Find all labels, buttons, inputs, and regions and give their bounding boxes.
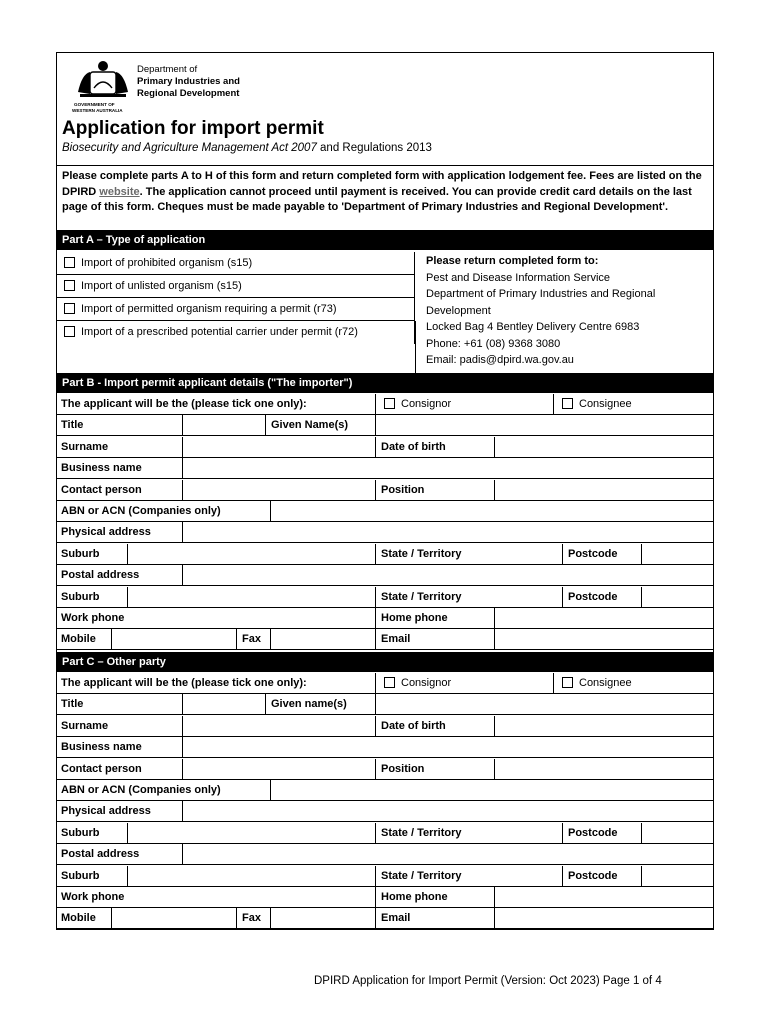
postcode-label: Postcode: [563, 544, 642, 565]
physical-address-input[interactable]: [183, 522, 714, 543]
home-phone-label: Home phone: [376, 608, 495, 629]
postcode-input[interactable]: [642, 544, 714, 565]
business-name-label: Business name: [56, 458, 183, 479]
abn-label: ABN or ACN (Companies only): [56, 501, 271, 522]
surname-label: Surname: [56, 716, 183, 737]
postal-suburb-input[interactable]: [128, 866, 376, 887]
mobile-label: Mobile: [56, 629, 112, 650]
surname-label: Surname: [56, 437, 183, 458]
logo-caption-line1: GOVERNMENT OF: [74, 102, 115, 107]
physical-address-label: Physical address: [56, 801, 183, 822]
tick-instruction: The applicant will be the (please tick one only):: [56, 673, 376, 694]
contact-person-input[interactable]: [183, 759, 376, 780]
checkbox[interactable]: [64, 257, 75, 268]
checkbox[interactable]: [64, 326, 75, 337]
contact-person-label: Contact person: [56, 759, 183, 780]
option-prescribed-carrier[interactable]: Import of a prescribed potential carrier under permit (r72): [56, 321, 415, 344]
option-permitted-organism[interactable]: Import of permitted organism requiring a permit (r73): [56, 298, 415, 321]
dob-label: Date of birth: [376, 437, 495, 458]
surname-input[interactable]: [183, 437, 376, 458]
fax-label: Fax: [237, 908, 271, 929]
abn-input[interactable]: [271, 501, 714, 522]
part-c-heading: Part C – Other party: [56, 652, 714, 672]
email-label: Email: [376, 908, 495, 929]
consignee-option[interactable]: Consignee: [554, 394, 714, 415]
mobile-input[interactable]: [112, 629, 237, 650]
surname-input[interactable]: [183, 716, 376, 737]
consignor-option[interactable]: Consignor: [376, 394, 554, 415]
position-label: Position: [376, 480, 495, 501]
checkbox[interactable]: [562, 677, 573, 688]
checkbox[interactable]: [384, 677, 395, 688]
postal-address-input[interactable]: [183, 565, 714, 586]
page-title: Application for import permit: [62, 118, 324, 139]
work-phone-label: Work phone: [56, 608, 376, 629]
email-input[interactable]: [495, 629, 714, 650]
intro-instructions: Please complete parts A to H of this form and return completed form with application lodgement fee. Fees are listed on the DPIRD website. The application cannot proceed until payment is received. You can provide credit card details on the last page of this form. Cheques must be made payable to 'Department of Primary Industries and Regional Development'.: [62, 170, 702, 213]
position-label: Position: [376, 759, 495, 780]
postal-postcode-input[interactable]: [642, 587, 714, 608]
work-phone-label: Work phone: [56, 887, 376, 908]
mobile-input[interactable]: [112, 908, 237, 929]
postal-address-label: Postal address: [56, 565, 183, 586]
email-input[interactable]: [495, 908, 714, 929]
postal-address-input[interactable]: [183, 844, 714, 865]
consignor-option[interactable]: Consignor: [376, 673, 554, 694]
suburb-input[interactable]: [128, 544, 376, 565]
postal-address-label: Postal address: [56, 844, 183, 865]
state-label: State / Territory: [376, 544, 563, 565]
title-input[interactable]: [183, 694, 266, 715]
contact-person-label: Contact person: [56, 480, 183, 501]
physical-address-input[interactable]: [183, 801, 714, 822]
suburb-input[interactable]: [128, 823, 376, 844]
return-address: Please return completed form to: Pest and Disease Information Service Department of Primary Industries and Regional Development Locked Bag 4 Bentley Delivery Centre 6983 Phone: +61 (08) 9368 3080 Email: padis@dpird.wa.gov.au: [426, 255, 656, 366]
suburb-label: Suburb: [56, 823, 128, 844]
postcode-label: Postcode: [563, 823, 642, 844]
title-label: Title: [56, 694, 183, 715]
position-input[interactable]: [495, 759, 714, 780]
dob-input[interactable]: [495, 437, 714, 458]
position-input[interactable]: [495, 480, 714, 501]
website-link[interactable]: website: [99, 185, 140, 198]
home-phone-input[interactable]: [495, 608, 714, 629]
tick-instruction: The applicant will be the (please tick one only):: [56, 394, 376, 415]
business-name-label: Business name: [56, 737, 183, 758]
abn-label: ABN or ACN (Companies only): [56, 780, 271, 801]
home-phone-label: Home phone: [376, 887, 495, 908]
dept-line1: Department of: [137, 64, 198, 75]
mobile-label: Mobile: [56, 908, 112, 929]
postcode-input[interactable]: [642, 823, 714, 844]
postal-suburb-label: Suburb: [56, 866, 128, 887]
fax-label: Fax: [237, 629, 271, 650]
checkbox[interactable]: [64, 280, 75, 291]
logo-caption-line2: WESTERN AUSTRALIA: [72, 108, 123, 113]
dob-input[interactable]: [495, 716, 714, 737]
checkbox[interactable]: [384, 398, 395, 409]
option-unlisted-organism[interactable]: Import of unlisted organism (s15): [56, 275, 415, 298]
postal-state-label: State / Territory: [376, 866, 563, 887]
fax-input[interactable]: [271, 629, 376, 650]
consignee-option[interactable]: Consignee: [554, 673, 714, 694]
fax-input[interactable]: [271, 908, 376, 929]
divider: [56, 165, 714, 166]
title-label: Title: [56, 415, 183, 436]
business-name-input[interactable]: [183, 458, 714, 479]
postal-suburb-label: Suburb: [56, 587, 128, 608]
part-a-heading: Part A – Type of application: [56, 230, 714, 250]
given-name-input[interactable]: [376, 694, 714, 715]
given-name-label: Given name(s): [266, 694, 376, 715]
checkbox[interactable]: [64, 303, 75, 314]
dept-line2: Primary Industries and: [137, 76, 240, 87]
postal-suburb-input[interactable]: [128, 587, 376, 608]
given-name-label: Given Name(s): [266, 415, 376, 436]
postal-postcode-label: Postcode: [563, 587, 642, 608]
postal-state-label: State / Territory: [376, 587, 563, 608]
given-name-input[interactable]: [376, 415, 714, 436]
postal-postcode-label: Postcode: [563, 866, 642, 887]
divider: [415, 321, 416, 373]
contact-person-input[interactable]: [183, 480, 376, 501]
physical-address-label: Physical address: [56, 522, 183, 543]
title-input[interactable]: [183, 415, 266, 436]
regulations: and Regulations 2013: [316, 142, 432, 154]
wa-government-crest-logo: [72, 58, 138, 114]
suburb-label: Suburb: [56, 544, 128, 565]
department-name: [137, 64, 240, 100]
dept-line3: Regional Development: [137, 88, 240, 99]
checkbox[interactable]: [562, 398, 573, 409]
dob-label: Date of birth: [376, 716, 495, 737]
part-b-heading: Part B - Import permit applicant details ("The importer"): [56, 373, 714, 393]
abn-input[interactable]: [271, 780, 714, 801]
email-label: Email: [376, 629, 495, 650]
page-footer: DPIRD Application for Import Permit (Version: Oct 2023) Page 1 of 4: [314, 975, 662, 987]
page-subtitle: [62, 142, 432, 154]
state-label: State / Territory: [376, 823, 563, 844]
act-name: Biosecurity and Agriculture Management Act 2007: [62, 142, 317, 154]
business-name-input[interactable]: [183, 737, 714, 758]
option-prohibited-organism[interactable]: Import of prohibited organism (s15): [56, 252, 415, 275]
home-phone-input[interactable]: [495, 887, 714, 908]
postal-postcode-input[interactable]: [642, 866, 714, 887]
